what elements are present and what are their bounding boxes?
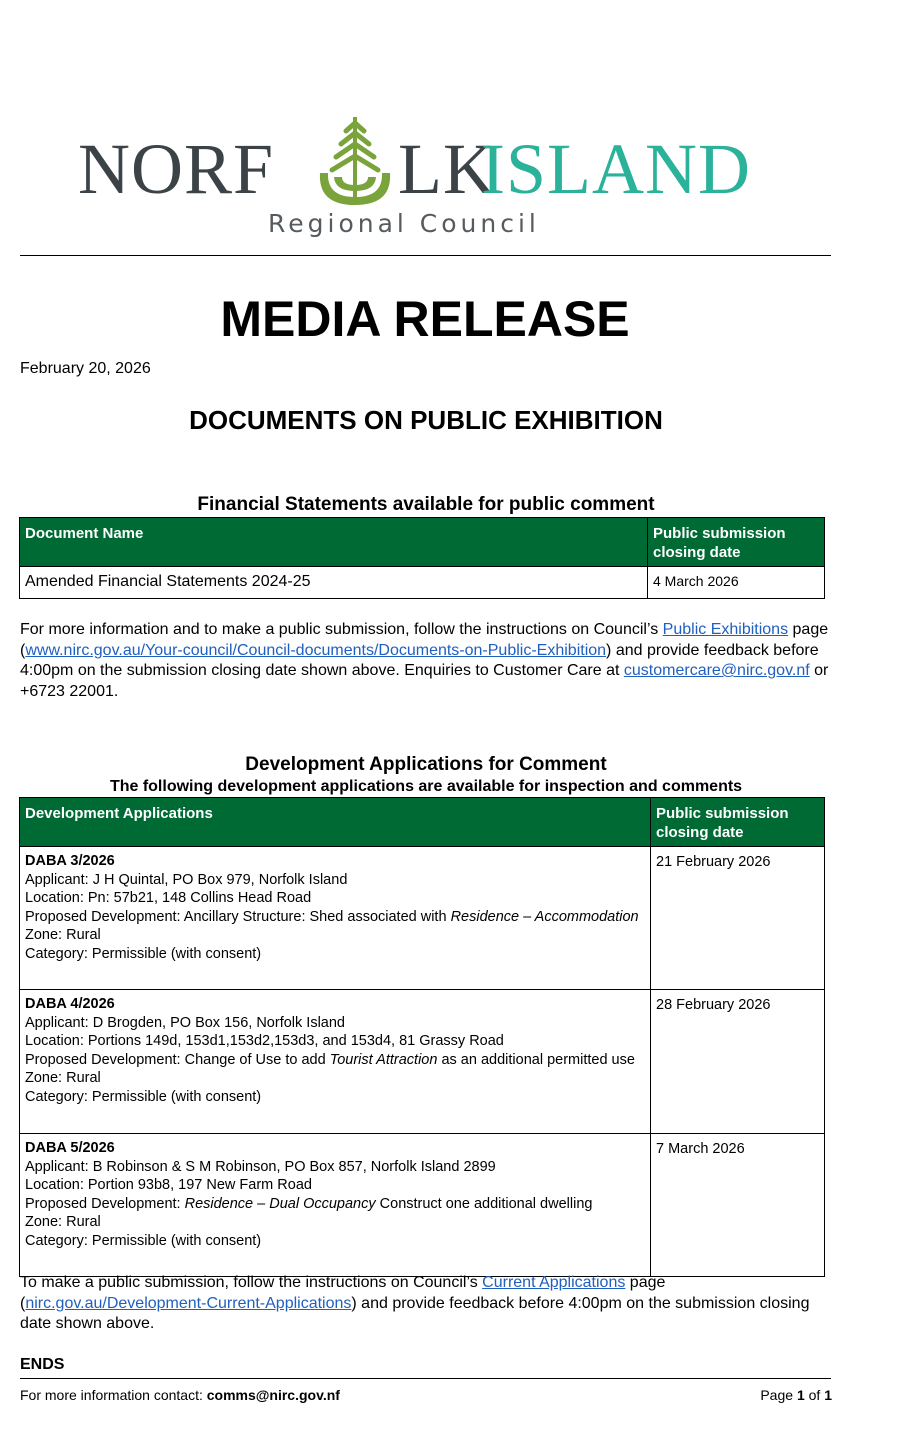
- page-of: of: [804, 1387, 825, 1403]
- text-segment: Proposed Development: Change of Use to add: [25, 1051, 330, 1068]
- application-id: DABA 5/2026: [25, 1140, 115, 1156]
- application-details-cell: [20, 847, 651, 990]
- text-segment: Proposed Development:: [25, 1195, 185, 1212]
- closing-date-cell: 4 March 2026: [648, 567, 825, 599]
- financial-table: [19, 517, 825, 599]
- page-total: 1: [824, 1387, 832, 1403]
- page-label: Page: [760, 1387, 797, 1403]
- application-location: Location: Pn: 57b21, 148 Collins Head Road: [25, 890, 312, 907]
- application-id: DABA 4/2026: [25, 996, 115, 1012]
- table-header-row: [20, 518, 825, 567]
- column-header-closing-date: Public submission closing date: [648, 518, 825, 567]
- closing-date-cell: 28 February 2026: [651, 990, 825, 1134]
- application-details-cell: [20, 1134, 651, 1277]
- logo-word-norf: NORF: [78, 129, 275, 209]
- development-table: [19, 797, 825, 1277]
- text-segment-italic: Residence – Accommodation: [450, 908, 639, 925]
- logo-word-island: ISLAND: [481, 129, 751, 209]
- application-category: Category: Permissible (with consent): [25, 1088, 262, 1105]
- development-instructions: [20, 1273, 832, 1335]
- ends-marker: ENDS: [20, 1356, 65, 1373]
- text-segment: page (: [20, 1274, 666, 1312]
- council-logo: [78, 105, 778, 245]
- table-row: [20, 567, 825, 599]
- text-segment: Construct one additional dwelling: [375, 1195, 593, 1212]
- current-applications-url-link[interactable]: nirc.gov.au/Development-Current-Applications: [25, 1294, 352, 1312]
- release-subject: DOCUMENTS ON PUBLIC EXHIBITION: [189, 405, 663, 435]
- text-segment: For more information and to make a public submission, follow the instructions on Council’s: [20, 621, 663, 638]
- footer-contact-label: For more information contact:: [20, 1387, 207, 1403]
- application-category: Category: Permissible (with consent): [25, 945, 262, 962]
- financial-section-title: Financial Statements available for public comment: [197, 494, 655, 515]
- column-header-document-name: Document Name: [20, 518, 648, 567]
- application-applicant: Applicant: D Brogden, PO Box 156, Norfolk Island: [25, 1014, 345, 1031]
- application-id: DABA 3/2026: [25, 853, 115, 869]
- text-segment: Proposed Development: Ancillary Structure: Shed associated with: [25, 908, 451, 925]
- text-segment: ) and provide feedback before 4:00pm on the submission closing date shown above. Enquiries to Customer Care at: [20, 641, 819, 679]
- footer-divider: [20, 1378, 831, 1379]
- logo-word-lk: LK: [398, 129, 496, 209]
- text-segment: ) and provide feedback before 4:00pm on the submission closing date shown above.: [20, 1294, 810, 1332]
- header-divider: [20, 255, 831, 256]
- application-proposed: [25, 1051, 645, 1070]
- text-segment: or +6723 22001.: [20, 662, 829, 700]
- application-category: Category: Permissible (with consent): [25, 1232, 262, 1249]
- current-applications-link[interactable]: Current Applications: [482, 1274, 626, 1291]
- application-location: Location: Portion 93b8, 197 New Farm Road: [25, 1177, 312, 1194]
- application-location: Location: Portions 149d, 153d1,153d2,153d3, and 153d4, 81 Grassy Road: [25, 1033, 504, 1050]
- text-segment-italic: Tourist Attraction: [329, 1051, 438, 1068]
- closing-date-cell: 7 March 2026: [651, 1134, 825, 1277]
- application-zone: Zone: Rural: [25, 1070, 101, 1087]
- table-row: [20, 990, 825, 1134]
- pine-tree-icon: [308, 113, 403, 211]
- application-details-cell: [20, 990, 651, 1134]
- release-date: February 20, 2026: [20, 360, 151, 377]
- application-zone: Zone: Rural: [25, 1214, 101, 1231]
- development-section-subtitle: The following development applications are available for inspection and comments: [109, 778, 743, 795]
- table-header-row: [20, 798, 825, 847]
- financial-instructions: [20, 620, 832, 702]
- footer-contact: [20, 1387, 340, 1403]
- column-header-closing-date: Public submission closing date: [651, 798, 825, 847]
- logo-subtitle: Regional Council: [268, 209, 540, 238]
- public-exhibition-url-link[interactable]: www.nirc.gov.au/Your-council/Council-documents/Documents-on-Public-Exhibition: [25, 641, 607, 659]
- table-row: [20, 1134, 825, 1277]
- application-applicant: Applicant: B Robinson & S M Robinson, PO Box 857, Norfolk Island 2899: [25, 1158, 496, 1175]
- application-proposed: [25, 1195, 645, 1214]
- application-applicant: Applicant: J H Quintal, PO Box 979, Norfolk Island: [25, 871, 348, 888]
- development-section-title: Development Applications for Comment: [245, 754, 607, 775]
- application-proposed: [25, 908, 645, 927]
- text-segment: To make a public submission, follow the instructions on Council’s: [20, 1274, 483, 1291]
- text-segment: page (: [20, 621, 829, 659]
- text-segment: as an additional permitted use: [437, 1051, 635, 1068]
- closing-date-cell: 21 February 2026: [651, 847, 825, 990]
- page-current: 1: [796, 1387, 805, 1403]
- text-segment-italic: Residence – Dual Occupancy: [184, 1195, 376, 1212]
- page-title: MEDIA RELEASE: [220, 291, 630, 347]
- customer-care-email-link[interactable]: customercare@nirc.gov.nf: [623, 662, 810, 679]
- application-zone: Zone: Rural: [25, 927, 101, 944]
- document-name-cell: Amended Financial Statements 2024-25: [20, 567, 648, 599]
- column-header-applications: Development Applications: [20, 798, 651, 847]
- footer-contact-email: comms@nirc.gov.nf: [206, 1387, 340, 1403]
- public-exhibitions-link[interactable]: Public Exhibitions: [662, 621, 789, 638]
- table-row: [20, 847, 825, 990]
- page-number: [760, 1387, 832, 1403]
